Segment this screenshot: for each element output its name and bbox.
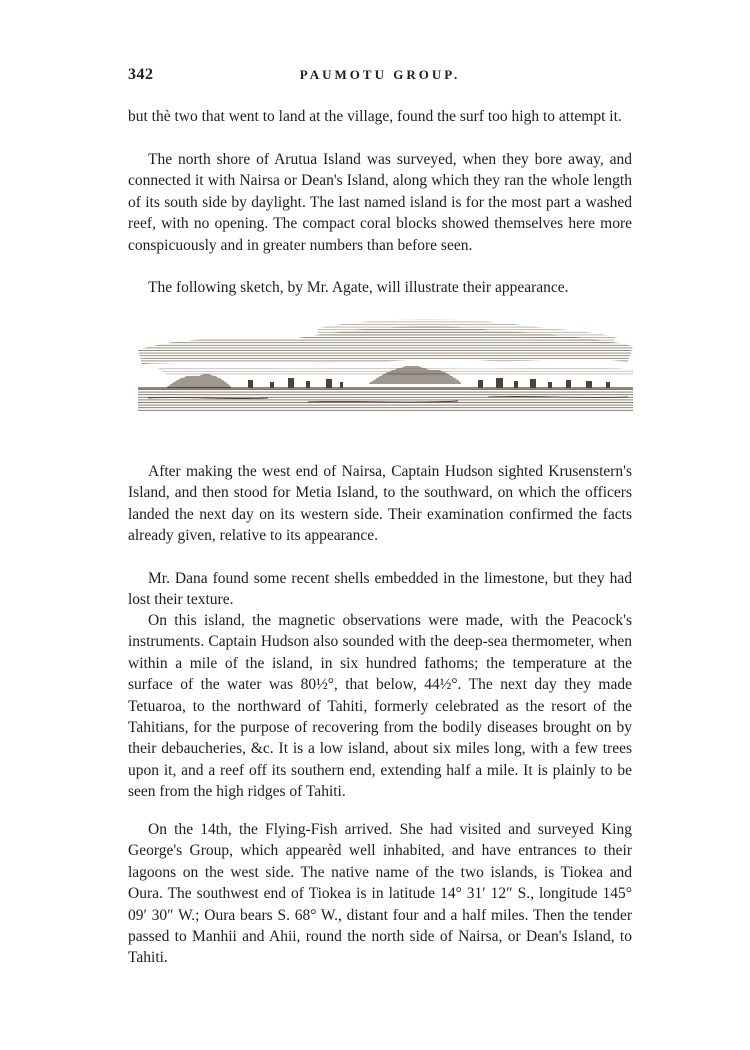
paragraph-magnetic-observations: On this island, the magnetic observations were made, with the Peacock's instruments. Captain Hudson also sounded with the deep-sea thermometer, when within a mile of the island, in six hundred fathoms; the temperature at the surface of the water was 80½°, that below, 44½°. The next day they made Tetuaroa, to the northward of Tahiti, formerly celebrated as the resort of the Tahitians, for the purpose of recovering from the bodily diseases brought on by their debaucheries, &c. It is a low island, about six miles long, with a few trees upon it, and a reef off its southern end, extending half a mile. It is plainly to be seen from the high ridges of Tahiti. <box>128 612 632 801</box>
paragraph-krusenstern: After making the west end of Nairsa, Captain Hudson sighted Krusenstern's Island, and then stood for Metia Island, to the southward, on which the officers landed the next day on its western side. Their examination confirmed the facts already given, relative to its appearance. <box>128 463 632 545</box>
reef-sketch-illustration <box>128 318 640 420</box>
paragraph-arutua-survey: The north shore of Arutua Island was surveyed, when they bore away, and connected it with Nairsa or Dean's Island, along which they ran the whole length of its south side by daylight. The last named island is for the most part a washed reef, with no opening. The compact coral blocks showed themselves here more conspicuously and in greater numbers than before seen. <box>128 151 632 254</box>
paragraph-dana-shells: Mr. Dana found some recent shells embedded in the limestone, but they had lost their texture. <box>128 570 632 609</box>
page-header <box>128 66 632 90</box>
paragraph-continuation: but thè two that went to land at the village, found the surf too high to attempt it. <box>128 108 622 125</box>
running-title: PAUMOTU GROUP. <box>299 67 461 82</box>
page-number: 342 <box>128 66 154 83</box>
paragraph-flying-fish: On the 14th, the Flying-Fish arrived. She had visited and surveyed King George's Group, which appearèd well inhabited, and have entrances to their lagoons on the west side. The native name of the two islands, is Tiokea and Oura. The southwest end of Tiokea is in latitude 14° 31′ 12″ S., longitude 145° 09′ 30″ W.; Oura bears S. 68° W., distant four and a half miles. Then the tender passed to Manhii and Ahii, round the north side of Nairsa, or Dean's Island, to Tahiti. <box>128 821 632 967</box>
paragraph-sketch-intro: The following sketch, by Mr. Agate, will illustrate their appearance. <box>148 279 569 296</box>
coral-reef-icon <box>128 318 640 420</box>
